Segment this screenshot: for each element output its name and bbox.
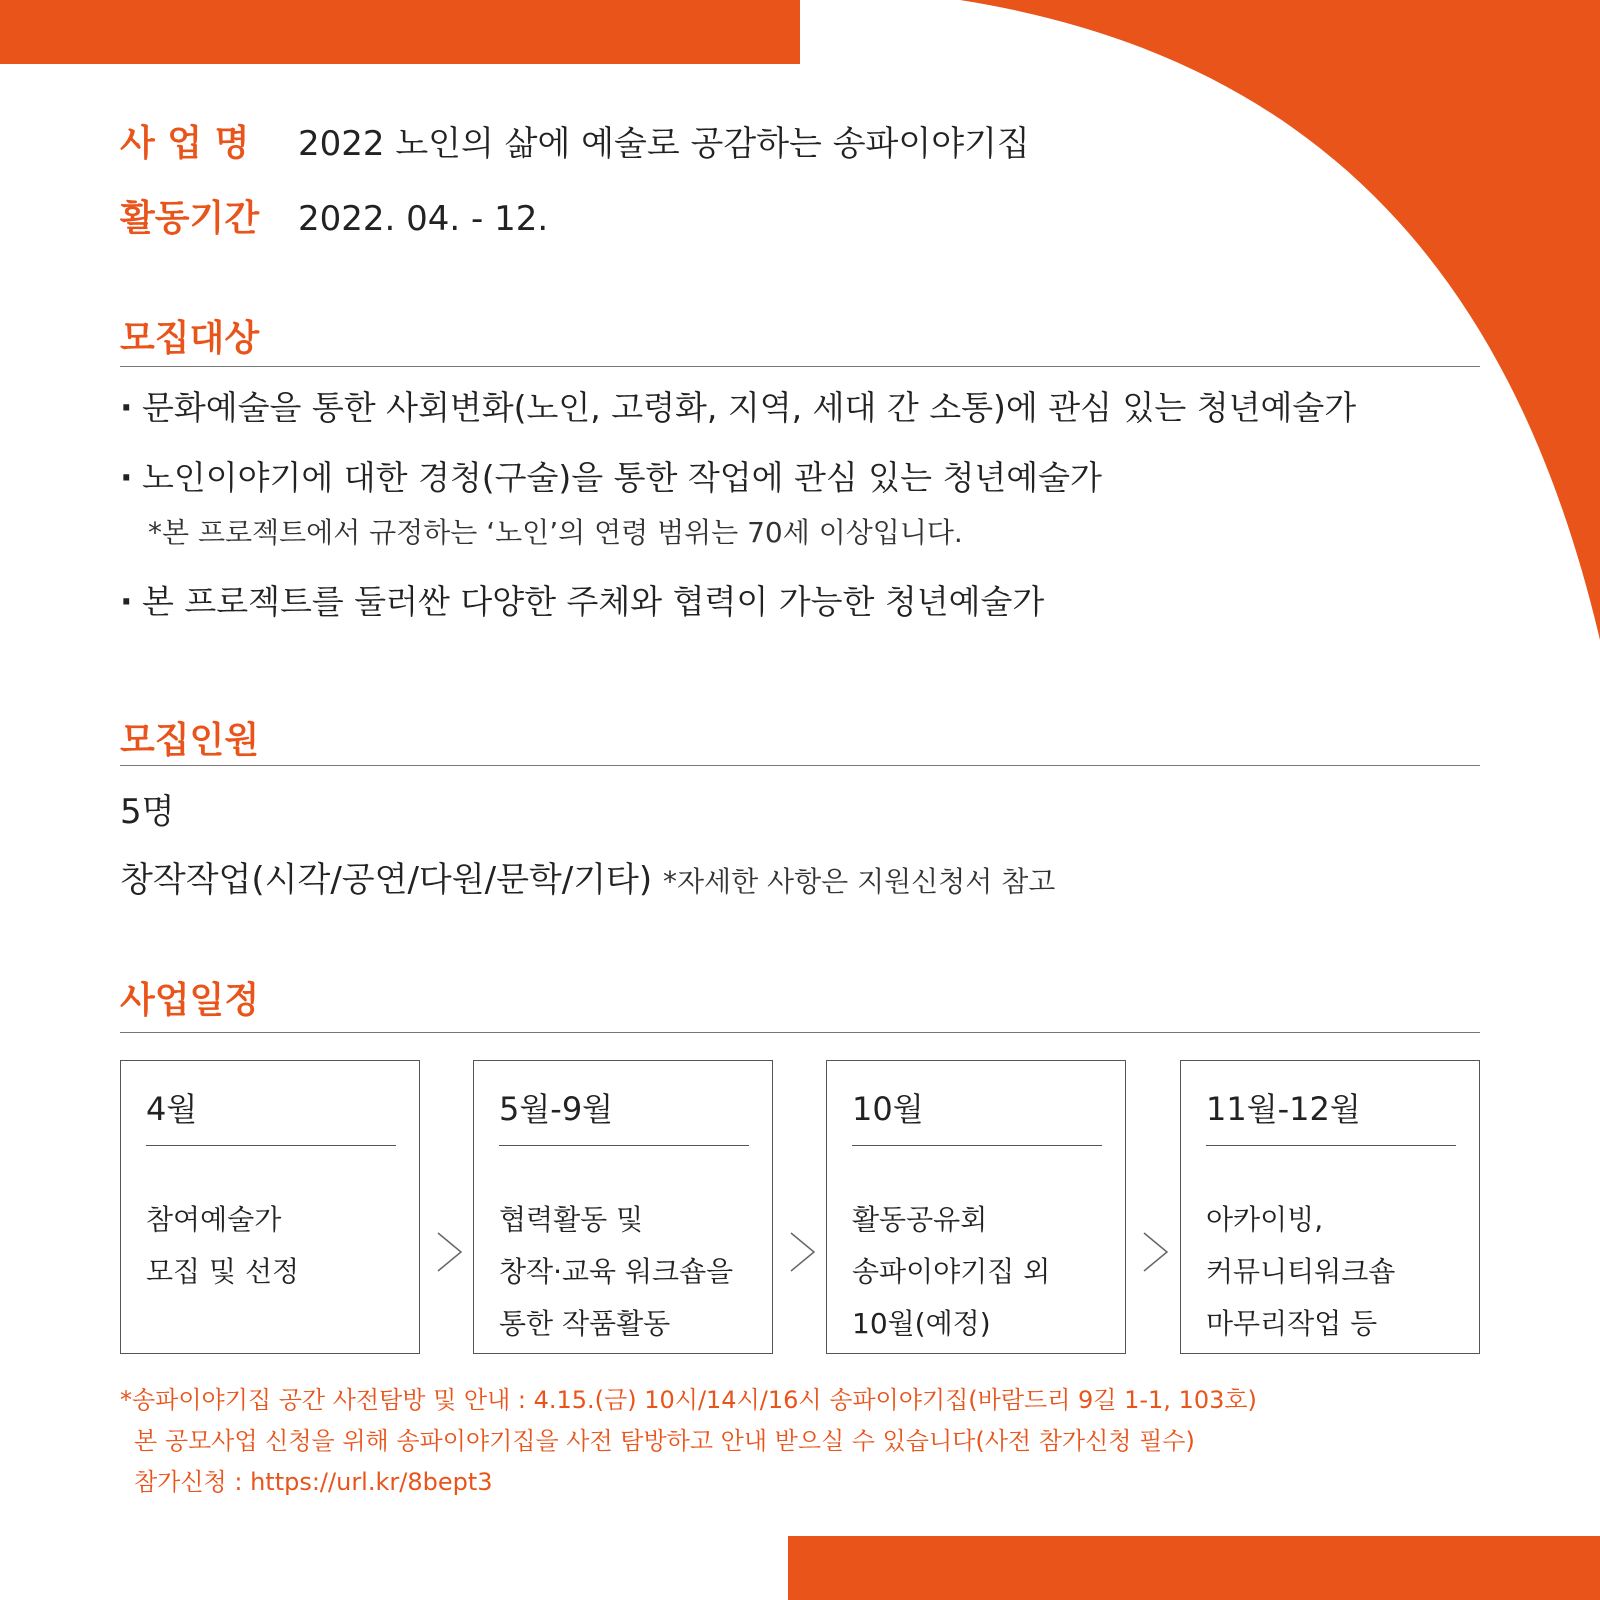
- target-section-title: 모집대상: [120, 318, 260, 359]
- target-section-rule: [120, 366, 1480, 367]
- step-desc-line: 모집 및 선정: [146, 1255, 300, 1288]
- activity-period-label: 활동기간: [120, 198, 260, 239]
- chevron-right-icon: [435, 1230, 465, 1274]
- footnote-visit-description: 본 공모사업 신청을 위해 송파이야기집을 사전 탐방하고 안내 받으실 수 있습니다(사전 참가신청 필수): [134, 1427, 1195, 1455]
- project-name-row: [120, 115, 1030, 166]
- recruit-field: 창작작업(시각/공연/다원/문학/기타): [120, 860, 653, 900]
- footnote-visit-info: *송파이야기집 공간 사전탐방 및 안내 : 4.15.(금) 10시/14시/16시 송파이야기집(바람드리 9길 1-1, 103호): [120, 1386, 1257, 1414]
- step-desc-line: 창작·교육 워크숍을: [499, 1255, 734, 1288]
- schedule-step-3: [826, 1060, 1126, 1354]
- target-bullet-1: · 문화예술을 통한 사회변화(노인, 고령화, 지역, 세대 간 소통)에 관심 있는 청년예술가: [120, 386, 1540, 430]
- schedule-section-title: 사업일정: [120, 980, 260, 1021]
- step-divider: [1206, 1145, 1456, 1146]
- top-orange-bar: [0, 0, 800, 64]
- step-description: [146, 1194, 394, 1298]
- target-bullet-2: · 노인이야기에 대한 경청(구술)을 통한 작업에 관심 있는 청년예술가: [120, 456, 1540, 500]
- step-divider: [852, 1145, 1102, 1146]
- step-month: 5월-9월: [499, 1090, 614, 1128]
- step-desc-line: 참여예술가: [146, 1203, 282, 1236]
- step-description: [1206, 1194, 1454, 1350]
- target-bullet-list: [120, 386, 1540, 650]
- target-age-note: *본 프로젝트에서 규정하는 ‘노인’의 연령 범위는 70세 이상입니다.: [148, 516, 963, 549]
- step-month: 4월: [146, 1090, 198, 1128]
- activity-period-value: 2022. 04. - 12.: [298, 199, 549, 239]
- footnote-signup-link[interactable]: 참가신청 : https://url.kr/8bept3: [134, 1468, 493, 1496]
- recruit-section-title: 모집인원: [120, 720, 260, 761]
- schedule-timeline: [120, 1060, 1480, 1356]
- step-divider: [499, 1145, 749, 1146]
- chevron-right-icon: [1141, 1230, 1171, 1274]
- step-description: [499, 1194, 747, 1350]
- step-month: 10월: [852, 1090, 924, 1128]
- project-name-value: 2022 노인의 삶에 예술로 공감하는 송파이야기집: [298, 124, 1030, 164]
- step-desc-line: 협력활동 및: [499, 1203, 644, 1236]
- target-bullet-3: · 본 프로젝트를 둘러싼 다양한 주체와 협력이 가능한 청년예술가: [120, 580, 1540, 624]
- bottom-orange-bar: [788, 1536, 1600, 1600]
- recruit-field-note: *자세한 사항은 지원신청서 참고: [662, 865, 1056, 898]
- schedule-step-4: [1180, 1060, 1480, 1354]
- schedule-step-1: [120, 1060, 420, 1354]
- step-description: [852, 1194, 1100, 1350]
- step-desc-line: 커뮤니티워크숍: [1206, 1255, 1396, 1288]
- step-desc-line: 활동공유회: [852, 1203, 988, 1236]
- recruit-field-row: [120, 852, 1055, 901]
- step-divider: [146, 1145, 396, 1146]
- visit-footnote: [120, 1380, 1257, 1503]
- recruit-section-rule: [120, 765, 1480, 766]
- step-month: 11월-12월: [1206, 1090, 1361, 1128]
- recruit-count: 5명: [120, 792, 175, 832]
- step-desc-line: 통한 작품활동: [499, 1307, 671, 1340]
- step-desc-line: 아카이빙,: [1206, 1203, 1324, 1236]
- step-desc-line: 송파이야기집 외: [852, 1255, 1051, 1288]
- activity-period-row: [120, 190, 548, 241]
- project-name-label: 사 업 명: [120, 123, 250, 164]
- step-desc-line: 10월(예정): [852, 1307, 991, 1340]
- schedule-step-2: [473, 1060, 773, 1354]
- chevron-right-icon: [788, 1230, 818, 1274]
- schedule-section-rule: [120, 1032, 1480, 1033]
- step-desc-line: 마무리작업 등: [1206, 1307, 1378, 1340]
